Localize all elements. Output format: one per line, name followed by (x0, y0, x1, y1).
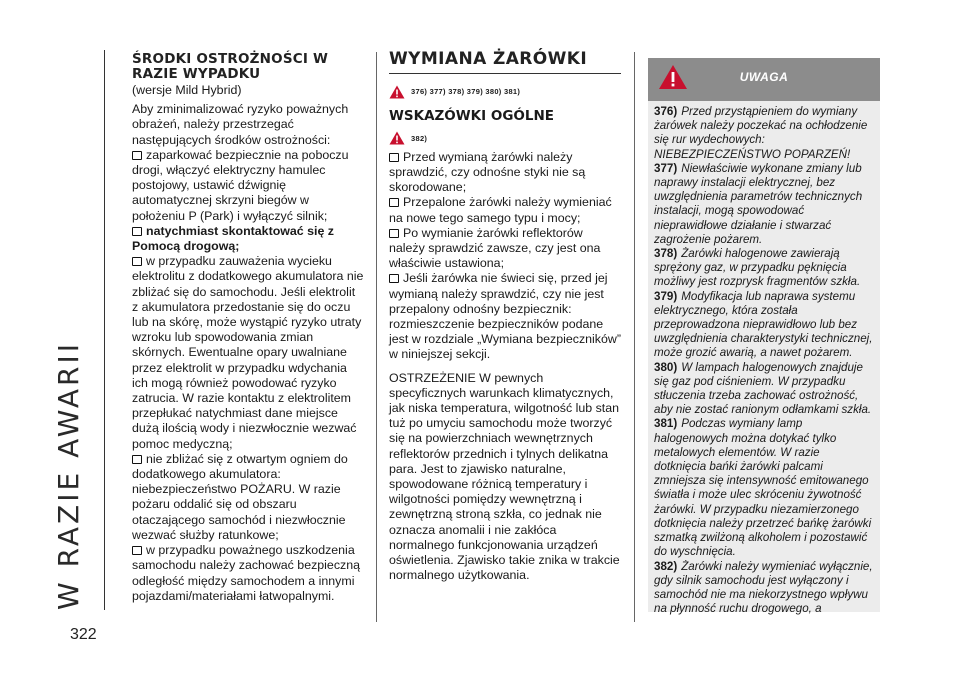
checkbox-bullet-icon (132, 227, 142, 236)
list-item: natychmiast skontaktować się z Pomocą drogową; (132, 223, 334, 254)
section-heading: ŚRODKI OSTROŻNOŚCI W RAZIE WYPADKU (132, 51, 329, 82)
checkbox-bullet-icon (389, 153, 399, 162)
warning-references: 376) 377) 378) 379) 380) 381) (411, 87, 521, 97)
warning-item: 381) Podczas wymiany lamp halogenowych można dotykać tylko metalowych elementów. W razie dotknięcia bańki żarówki palcami zmniejsza się intensywność emitowanego światła i może ulec skróceniu żywotność żarówki. W przypadku niezamierzonego dotknięcia należy przetrzeć bańkę żarówki szmatką zwilżoną alkoholem i pozostawić do wyschnięcia. (654, 417, 872, 559)
list-item: Przepalone żarówki należy wymieniać na nowe tego samego typu i mocy; (389, 195, 612, 225)
column-warning-box (648, 58, 880, 616)
column-divider-1 (376, 52, 377, 622)
intro-paragraph: Aby zminimalizować ryzyko poważnych obrażeń, należy przestrzegać następujących środków ostrożności: (132, 102, 349, 147)
page-number: 322 (70, 626, 97, 643)
list-item: zaparkować bezpiecznie na poboczu drogi, włączyć elektryczny hamulec postojowy, ustawić dźwignię automatycznej skrzyni biegów w położeniu P (Park) i wyłączyć silnik; (132, 147, 349, 223)
warning-references: 382) (411, 133, 428, 143)
warning-box-header (648, 58, 880, 101)
checkbox-bullet-icon (389, 229, 399, 238)
checkbox-bullet-icon (389, 274, 399, 283)
chapter-title-text: W RAZIE AWARII (52, 341, 85, 610)
checkbox-bullet-icon (132, 455, 142, 464)
warning-triangle-icon (389, 85, 405, 99)
warning-item: 379) Modyfikacja lub naprawa systemu elektrycznego, która została przeprowadzona nieprawidłowo lub bez uwzględnienia charakterystyki technicznej, może grozić awarią, a nawet pożarem. (654, 289, 873, 360)
warning-triangle-icon (389, 131, 405, 145)
side-divider (104, 50, 105, 610)
main-heading: WYMIANA ŻARÓWKI (389, 52, 621, 74)
chapter-side-title (52, 50, 100, 610)
warning-item: 378) Żarówki halogenowe zawierają sprężony gaz, w przypadku pęknięcia możliwy jest rozprysk fragmentów szkła. (654, 247, 861, 289)
checkbox-bullet-icon (132, 257, 142, 266)
checkbox-bullet-icon (389, 198, 399, 207)
warning-item: 376) Przed przystąpieniem do wymiany żarówek należy poczekać na ochłodzenie się rur wydechowych: NIEBEZPIECZEŃSTWO POPARZEŃ! (654, 105, 868, 161)
warning-item: 380) W lampach halogenowych znajduje się gaz pod ciśnieniem. W przypadku stłuczenia trzeba zachować ostrożność, aby nie zostać ranionym odłamkami szkła. (654, 360, 872, 417)
list-item: Przed wymianą żarówki należy sprawdzić, czy odnośne styki nie są skorodowane; (389, 149, 586, 195)
column-accident-precautions (132, 52, 364, 604)
warning-item: 382) Żarówki należy wymieniać wyłącznie, gdy silnik samochodu jest wyłączony i samochód nie ma niekorzystnego wpływu na płynność ruchu drogowego, a (654, 559, 873, 616)
column-divider-2 (634, 52, 635, 622)
section-subheading: (wersje Mild Hybrid) (132, 83, 242, 97)
subsection-heading: WSKAZÓWKI OGÓLNE (389, 108, 555, 125)
warning-refs-row (389, 131, 621, 146)
caution-paragraph: OSTRZEŻENIE W pewnych specyficznych warunkach klimatycznych, jak niska temperatura, wilgotność lub stan tuż po umyciu samochodu może tworzyć się na powierzchniach wewnętrznych reflektorów przednich i tylnych delikatna para. Jest to zjawisko naturalne, spowodowane różnicą temperatury i wilgotności pomiędzy wewnętrzną i zewnętrzną stroną szkła, co jednak nie oznacza anomalii i nie zakłóca normalnego funkcjonowania urządzeń oświetlenia. Zjawisko takie znika w trakcie normalnego użytkowania. (389, 370, 620, 583)
warning-refs-row (389, 84, 621, 99)
list-item: Jeśli żarówka nie świeci się, przed jej wymianą należy sprawdzić, czy nie jest przepalony odnośny bezpiecznik: rozmieszczenie bezpieczników podane jest w rozdziale „Wymiana bezpieczników” w niniejszej sekcji. (389, 271, 621, 362)
list-item: w przypadku poważnego uszkodzenia samochodu należy zachować bezpieczną odległość między samochodem a innymi pojazdami/materiałami łatwopalnymi. (132, 543, 360, 603)
warning-item: 377) Niewłaściwie wykonane zmiany lub naprawy instalacji elektrycznej, bez uwzględnienia parametrów technicznych instalacji, mogą spowodować nieprawidłowe działanie i stwarzać zagrożenie pożarem. (654, 161, 863, 246)
checkbox-bullet-icon (132, 151, 142, 160)
column-bulb-replacement (389, 49, 621, 584)
list-item: w przypadku zauważenia wycieku elektrolitu z dodatkowego akumulatora nie zbliżać się do samochodu. Jeśli elektrolit z akumulatora przedostanie się do oczu lub na skórę, może wystąpić ryzyko utraty wzroku lub spowodowania zmian skórnych. Ewentualne opary uwalniane przez elektrolit w przypadku wdychania ich mogą również powodować ryzyko zatrucia. W razie kontaktu z elektrolitem przepłukać natychmiast dane miejsce dużą ilością wody i niezwłocznie wezwać pomoc medyczną; (132, 254, 364, 451)
warning-box-body (648, 101, 880, 616)
list-item: nie zbliżać się z otwartym ogniem do dodatkowego akumulatora: niebezpieczeństwo POŻARU. W razie pożaru oddalić się od obszaru otaczającego samochód i niezwłocznie wezwać służby ratunkowe; (132, 451, 348, 542)
warning-box-title: UWAGA (739, 70, 789, 84)
checkbox-bullet-icon (132, 546, 142, 555)
list-item: Po wymianie żarówki reflektorów należy sprawdzić zawsze, czy jest ona właściwie ustawiona; (389, 225, 601, 271)
